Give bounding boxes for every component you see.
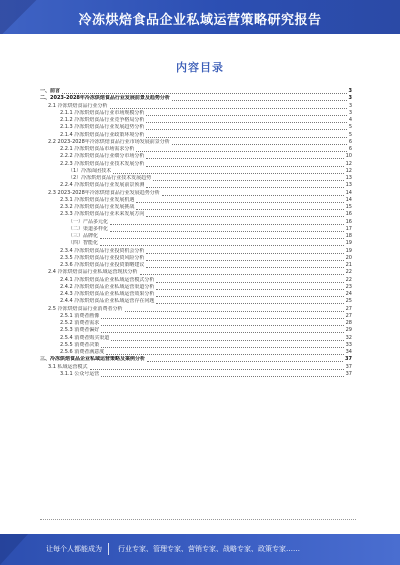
toc-entry-page: 34: [345, 349, 352, 355]
toc-entry[interactable]: [40, 342, 352, 349]
toc-leader-dots: [146, 216, 343, 217]
toc-entry[interactable]: [40, 298, 352, 305]
toc-entry-page: 4: [348, 117, 352, 123]
toc-entry-title: 2.4.2 冷冻烘焙食品企业私域运营渠道分析: [60, 283, 155, 290]
toc-entry-page: 5: [348, 124, 352, 131]
toc-entry-title: （一）产品多元化: [68, 218, 109, 225]
toc-leader-dots: [110, 108, 347, 109]
toc-entry[interactable]: [40, 182, 352, 189]
toc-entry[interactable]: [40, 349, 352, 356]
report-title: 冷冻烘焙食品企业私域运营策略研究报告: [78, 13, 322, 28]
toc-leader-dots: [172, 144, 347, 145]
toc-entry-page: 12: [345, 160, 352, 167]
toc-entry-page: 13: [345, 175, 352, 181]
toc-entry-title: 一、前言: [40, 88, 61, 94]
toc-entry[interactable]: [40, 226, 352, 233]
toc-leader-dots: [101, 376, 343, 377]
toc-leader-dots: [140, 274, 344, 275]
toc-entry[interactable]: [40, 255, 352, 262]
toc-leader-dots: [153, 180, 343, 181]
page-footer: [0, 534, 400, 565]
toc-entry-title: 2.1.4 冷冻烘焙食品行业政策环境分析: [60, 131, 145, 138]
toc-entry-page: 3: [348, 88, 352, 94]
footer-slogan: 让每个人都能成为: [46, 545, 102, 553]
footer-tagline: 行业专家、管理专家、营销专家、战略专家、政策专家……: [118, 545, 300, 553]
footer-separator: [108, 543, 109, 555]
toc-entry-title: 2.2 2023-2028年冷冻烘焙食品行业市场发展前景分析: [48, 138, 170, 145]
toc-entry-title: 2.3.4 冷冻烘焙食品行业投资机会分析: [60, 247, 145, 254]
toc-entry-page: 37: [345, 363, 352, 370]
toc-entry[interactable]: [40, 306, 352, 313]
toc-leader-dots: [172, 100, 347, 101]
toc-entry-page: 28: [345, 320, 352, 326]
toc-entry-page: 16: [345, 211, 352, 218]
toc-entry[interactable]: [40, 364, 352, 371]
toc-entry-title: （四）智能化: [68, 240, 99, 247]
toc-entry[interactable]: [40, 124, 352, 131]
toc-entry-page: 3: [348, 102, 352, 109]
toc-leader-dots: [146, 122, 346, 123]
toc-leader-dots: [156, 296, 343, 297]
toc-entry-page: 29: [345, 327, 352, 334]
toc-leader-dots: [146, 129, 346, 130]
toc-entry[interactable]: [40, 103, 352, 110]
toc-entry[interactable]: [40, 211, 352, 218]
toc-entry-title: 三、冷冻烘焙食品企业私域运营策略及案例分析: [40, 356, 146, 363]
toc-leader-dots: [146, 115, 346, 116]
toc-leader-dots: [136, 209, 343, 210]
toc-leader-dots: [101, 318, 343, 319]
toc-entry[interactable]: [40, 175, 352, 182]
toc-entry-page: 18: [345, 233, 352, 239]
toc-entry[interactable]: [40, 88, 352, 95]
toc-entry-title: 2.2.4 冷冻烘焙食品行业发展前景预测: [60, 182, 145, 189]
toc-entry-title: 二、2023-2028年冷冻烘焙食品行业发展前景及趋势分析: [40, 95, 170, 102]
toc-leader-dots: [156, 303, 343, 304]
toc-entry[interactable]: [40, 240, 352, 247]
toc-entry-title: 2.1.2 冷冻烘焙食品行业竞争格局分析: [60, 117, 145, 123]
toc-entry-title: 2.5.5 消费者决策: [60, 341, 100, 348]
toc-entry[interactable]: [40, 161, 352, 168]
toc-entry-page: 27: [345, 312, 352, 319]
toc-leader-dots: [146, 158, 343, 159]
toc-entry[interactable]: [40, 248, 352, 255]
toc-leader-dots: [100, 238, 344, 239]
toc-entry[interactable]: [40, 371, 352, 378]
toc-entry-title: 2.4 冷冻烘焙食品行业私域运营现状分析: [48, 269, 138, 276]
toc-leader-dots: [146, 187, 343, 188]
toc-entry-page: 27: [345, 305, 352, 312]
toc-entry-title: 2.5.6 消费者满意度: [60, 349, 105, 355]
content-divider: [40, 519, 356, 520]
toc-leader-dots: [106, 354, 343, 355]
toc-entry-title: 2.1 冷冻烘焙食品行业分析: [48, 102, 108, 109]
toc-leader-dots: [100, 245, 344, 246]
toc-entry-page: 6: [348, 146, 352, 152]
toc-entry-title: 3.1.1 公众号运营: [60, 370, 100, 377]
toc-entry[interactable]: [40, 168, 352, 175]
toc-entry[interactable]: [40, 110, 352, 117]
toc-entry[interactable]: [40, 132, 352, 139]
toc-leader-dots: [146, 253, 343, 254]
toc-entry-page: 19: [345, 247, 352, 254]
toc-entry-title: 2.1.3 冷冻烘焙食品行业发展趋势分析: [60, 124, 145, 131]
toc-entry-page: 17: [345, 225, 352, 232]
toc-entry[interactable]: [40, 269, 352, 276]
toc-entry-page: 22: [345, 276, 352, 283]
toc-leader-dots: [136, 151, 346, 152]
toc-leader-dots: [146, 166, 343, 167]
toc-leader-dots: [113, 173, 343, 174]
toc-entry-page: 5: [348, 131, 352, 138]
toc-entry-title: 2.3.3 冷冻烘焙食品行业未来发展方向: [60, 211, 145, 218]
toc-entry[interactable]: [40, 233, 352, 240]
toc-entry-page: 25: [345, 298, 352, 305]
toc-leader-dots: [156, 282, 343, 283]
toc-entry-page: 3: [348, 95, 352, 102]
toc-leader-dots: [101, 325, 343, 326]
toc-leader-dots: [101, 347, 343, 348]
toc-leader-dots: [146, 137, 346, 138]
toc-entry-title: 2.2.3 冷冻烘焙食品行业技术发展分析: [60, 160, 145, 167]
toc-entry-title: 2.2.1 冷冻烘焙食品市场需求分析: [60, 146, 135, 152]
toc-leader-dots: [162, 195, 344, 196]
toc-entry-title: 2.3 2023-2028年冷冻烘焙食品行业发展趋势分析: [48, 189, 160, 196]
toc-entry-page: 14: [345, 189, 352, 196]
toc-leader-dots: [125, 311, 344, 312]
toc-entry[interactable]: [40, 320, 352, 327]
toc-entry-title: （三）品牌化: [68, 233, 99, 239]
toc-leader-dots: [146, 267, 343, 268]
toc-entry-title: 2.5.1 消费者画像: [60, 312, 100, 319]
toc-entry-page: 32: [345, 334, 352, 341]
table-of-contents: [40, 88, 352, 378]
toc-entry-title: 2.3.5 冷冻烘焙食品行业投资风险分析: [60, 254, 145, 261]
toc-entry-title: 2.3.6 冷冻烘焙食品行业投资策略建议: [60, 262, 145, 268]
toc-entry[interactable]: [40, 327, 352, 334]
toc-leader-dots: [111, 340, 343, 341]
toc-leader-dots: [110, 224, 344, 225]
toc-leader-dots: [90, 369, 344, 370]
toc-entry-title: 2.3.2 冷冻烘焙食品行业发展挑战: [60, 204, 135, 210]
toc-entry[interactable]: [40, 291, 352, 298]
toc-heading: 内容目录: [176, 61, 224, 74]
toc-entry-page: 23: [345, 283, 352, 290]
toc-entry[interactable]: [40, 204, 352, 211]
toc-entry-page: 19: [345, 240, 352, 247]
toc-entry[interactable]: [40, 146, 352, 153]
toc-entry-page: 21: [345, 262, 352, 268]
toc-entry-title: 2.3.1 冷冻烘焙食品行业发展机遇: [60, 196, 135, 203]
toc-entry-page: 24: [345, 291, 352, 297]
footer-decoration: [0, 534, 28, 565]
toc-leader-dots: [136, 202, 343, 203]
toc-entry[interactable]: [40, 95, 352, 102]
toc-entry[interactable]: [40, 262, 352, 269]
toc-entry-title: 2.4.4 冷冻烘焙食品企业私域运营存在问题: [60, 298, 155, 305]
toc-entry-page: 22: [345, 269, 352, 276]
toc-entry-title: 2.5 冷冻烘焙食品行业消费者分析: [48, 305, 123, 312]
toc-entry-title: 2.5.3 消费者偏好: [60, 327, 100, 334]
toc-entry-page: 33: [345, 341, 352, 348]
toc-entry-title: 2.4.3 冷冻烘焙食品企业私域运营效果分析: [60, 291, 155, 297]
toc-leader-dots: [101, 332, 343, 333]
toc-entry[interactable]: [40, 139, 352, 146]
toc-entry-page: 3: [348, 109, 352, 116]
toc-entry-page: 37: [345, 356, 352, 363]
toc-entry-title: 2.5.2 消费者需求: [60, 320, 100, 326]
toc-entry[interactable]: [40, 190, 352, 197]
toc-entry-page: 16: [345, 218, 352, 225]
toc-entry[interactable]: [40, 277, 352, 284]
toc-entry-title: 2.2.2 冷冻烘焙食品行业细分市场分析: [60, 153, 145, 160]
toc-entry[interactable]: [40, 219, 352, 226]
toc-entry-title: 3.1 私域运营模式: [48, 363, 88, 370]
toc-entry[interactable]: [40, 197, 352, 204]
toc-entry-page: 15: [345, 204, 352, 210]
toc-entry-title: （2）冷冻烘焙食品行业技术发展趋势: [68, 175, 152, 181]
toc-leader-dots: [147, 361, 343, 362]
toc-entry[interactable]: [40, 117, 352, 124]
toc-entry[interactable]: [40, 313, 352, 320]
toc-entry-title: （二）渠道多样化: [68, 225, 109, 232]
toc-entry-page: 13: [345, 182, 352, 189]
toc-leader-dots: [156, 289, 343, 290]
toc-entry-page: 20: [345, 254, 352, 261]
toc-entry-title: 2.4.1 冷冻烘焙食品企业私域运营模式分析: [60, 276, 155, 283]
toc-entry-title: （1）冷冻面团技术: [68, 167, 112, 174]
toc-leader-dots: [62, 93, 347, 94]
toc-entry-title: 2.5.4 消费者购买渠道: [60, 334, 110, 341]
toc-entry[interactable]: [40, 153, 352, 160]
report-header: [0, 0, 400, 34]
toc-entry-page: 14: [345, 196, 352, 203]
toc-entry-page: 10: [345, 153, 352, 160]
toc-leader-dots: [110, 231, 344, 232]
toc-entry-page: 6: [348, 138, 352, 145]
toc-entry-title: 2.1.1 冷冻烘焙食品行业市场规模分析: [60, 109, 145, 116]
toc-entry[interactable]: [40, 356, 352, 363]
toc-entry-page: 12: [345, 167, 352, 174]
toc-leader-dots: [146, 260, 343, 261]
toc-entry-page: 37: [345, 370, 352, 377]
toc-entry[interactable]: [40, 335, 352, 342]
toc-entry[interactable]: [40, 284, 352, 291]
